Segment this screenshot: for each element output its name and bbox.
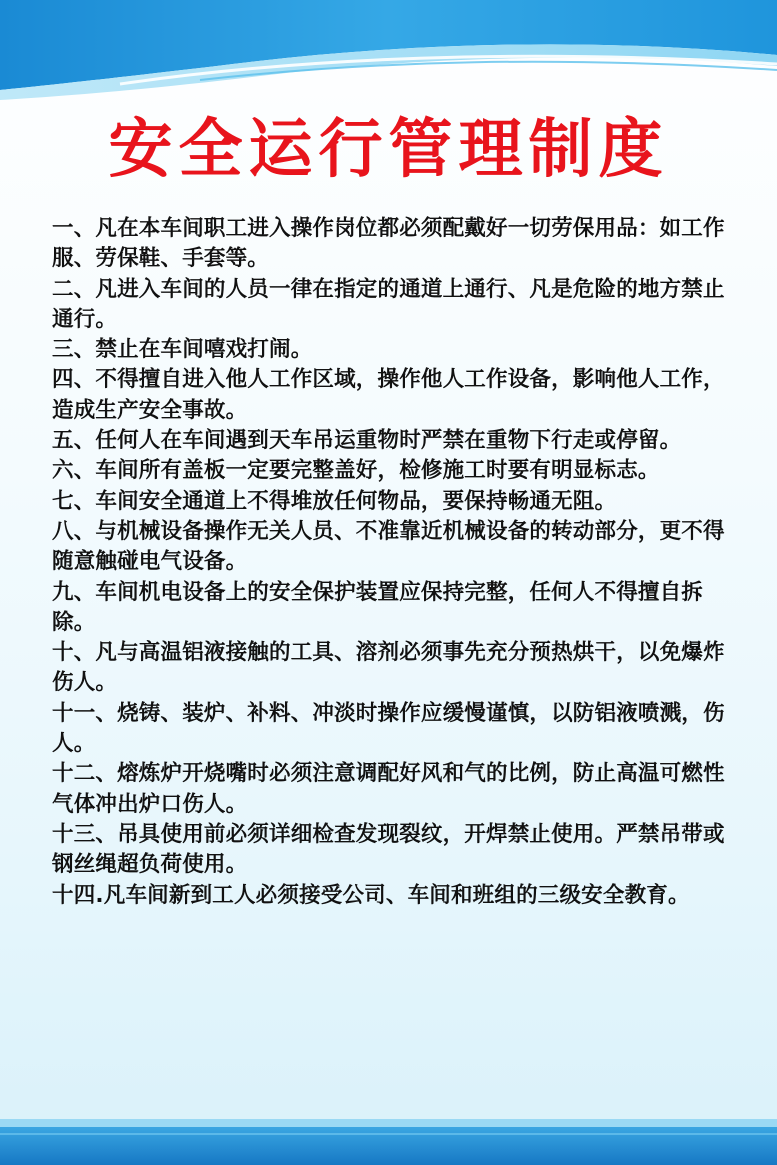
- bottom-band-decoration: [0, 1095, 777, 1165]
- rule-item: 十、凡与高温铝液接触的工具、溶剂必须事先充分预热烘干，以免爆炸伤人。: [52, 640, 725, 696]
- rule-item: 十二、熔炼炉开烧嘴时必须注意调配好风和气的比例，防止高温可燃性气体冲出炉口伤人。: [52, 761, 725, 817]
- rule-item: 三、禁止在车间嘻戏打闹。: [52, 337, 313, 363]
- top-wave-decoration: [0, 0, 777, 110]
- rule-item: 十一、烧铸、装炉、补料、冲淡时操作应缓慢谨慎，以防铝液喷溅，伤人。: [52, 700, 725, 757]
- rule-item: 十三、吊具使用前必须详细检查发现裂纹，开焊禁止使用。严禁吊带或钢丝绳超负荷使用。: [52, 821, 725, 878]
- rule-item: 八、与机械设备操作无关人员、不准靠近机械设备的转动部分，更不得随意触碰电气设备。: [52, 518, 725, 575]
- poster-title: 安全运行管理制度: [108, 113, 669, 187]
- rule-item: 五、任何人在车间遇到天车吊运重物时严禁在重物下行走或停留。: [52, 428, 682, 454]
- rule-item: 十四.凡车间新到工人必须接受公司、车间和班组的三级安全教育。: [52, 882, 690, 908]
- rules-list: [52, 214, 732, 911]
- rule-item: 六、车间所有盖板一定要完整盖好，检修施工时要有明显标志。: [52, 458, 660, 484]
- rule-item: 二、凡进入车间的人员一律在指定的通道上通行、凡是危险的地方禁止通行。: [52, 276, 725, 332]
- rule-item: 一、凡在本车间职工进入操作岗位都必须配戴好一切劳保用品：如工作服、劳保鞋、手套等。: [52, 216, 725, 272]
- rule-item: 四、不得擅自进入他人工作区域，操作他人工作设备，影响他人工作，造成生产安全事故。: [52, 367, 725, 423]
- rule-item: 七、车间安全通道上不得堆放任何物品，要保持畅通无阻。: [52, 488, 617, 514]
- rule-item: 九、车间机电设备上的安全保护装置应保持完整，任何人不得擅自拆除。: [52, 579, 704, 635]
